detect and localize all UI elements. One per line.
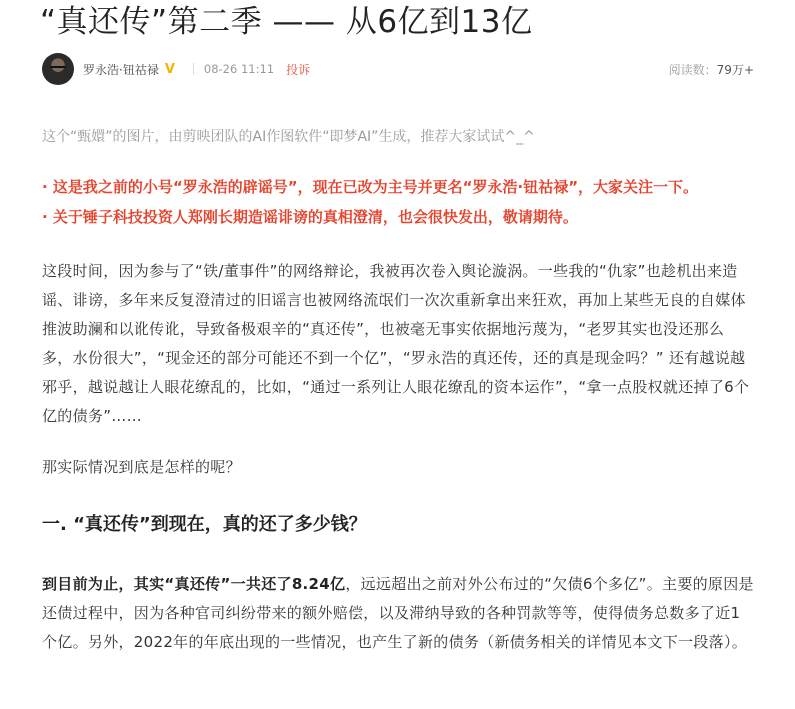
notice-line-1: · 这是我之前的小号“罗永浩的辟谣号”，现在已改为主号并更名“罗永浩·钮祜禄”，大家关注一下。 xyxy=(42,178,699,196)
meta-divider xyxy=(193,63,194,75)
article-meta xyxy=(42,52,754,86)
body-paragraph-2: 那实际情况到底是怎样的呢？ xyxy=(42,458,241,476)
read-count xyxy=(669,61,754,78)
summary-rest: ，远远超出之前对外公布过的“欠债6个多亿”。主要的原因是还债过程中，因为各种官司纠纷带来的额外赔偿，以及滞纳导致的各种罚款等等，使得债务总数多了近1个亿。另外，2022年的年底出现的一些情况，也产生了新的债务（新债务相关的详情见本文下一段落）。 xyxy=(42,575,754,651)
v-badge-icon: V xyxy=(164,61,175,77)
read-count-value: 79万+ xyxy=(716,62,754,77)
section-heading-1: 一. “真还传”到现在，真的还了多少钱？ xyxy=(42,514,367,535)
read-count-label: 阅读数： xyxy=(668,62,717,77)
author-name[interactable]: 罗永浩·钮祜禄 xyxy=(83,62,159,77)
complain-link[interactable]: 投诉 xyxy=(286,62,311,77)
author-avatar[interactable] xyxy=(42,53,74,85)
notice-line-2: · 关于锤子科技投资人郑刚长期造谣诽谤的真相澄清，也会很快发出，敬请期待。 xyxy=(42,208,578,226)
body-paragraph-3 xyxy=(42,570,754,657)
publish-date: 08-26 11:11 xyxy=(203,62,275,76)
bold-summary: 到目前为止，其实“真还传”一共还了8.24亿 xyxy=(42,575,346,593)
body-paragraph-1: 这段时间，因为参与了“铁/董事件”的网络辩论，我被再次卷入舆论漩涡。一些我的“仇家”也趁机出来造谣、诽谤，多年来反复澄清过的旧谣言也被网络流氓们一次次重新拿出来狂欢，再加上某些无良的自媒体推波助澜和以讹传讹，导致备极艰辛的“真还传”，也被毫无事实依据地污蔑为，“老罗其实也没还那么多，水份很大”，“现金还的部分可能还不到一个亿”，“罗永浩的真还传，还的真是现金吗？” 还有越说越邪乎，越说越让人眼花缭乱的，比如，“通过一系列让人眼花缭乱的资本运作”，“拿一点股权就还掉了6个亿的债务”…… xyxy=(42,262,750,425)
article-title: “真还传”第二季 —— 从6亿到13亿 xyxy=(40,4,533,40)
image-caption: 这个“甄嬛”的图片，由剪映团队的AI作图软件“即梦AI”生成，推荐大家试试^_^ xyxy=(42,129,535,145)
